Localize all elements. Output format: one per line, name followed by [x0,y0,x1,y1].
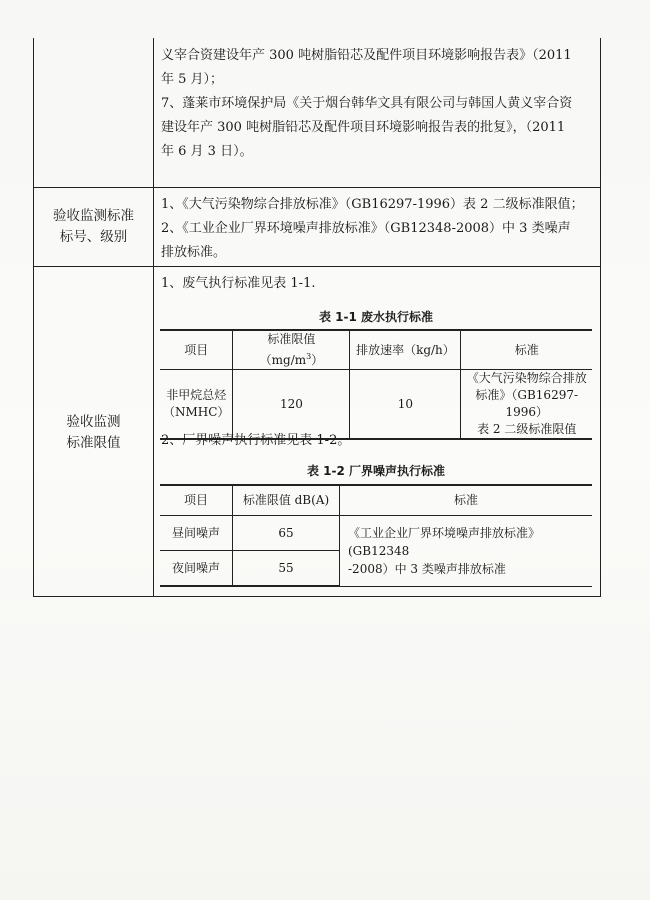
table-2-caption: 表 1-2 厂界噪声执行标准 [306,464,446,478]
text-line: 排放标准。 [161,245,227,260]
text-line: 2、《工业企业厂界环境噪声排放标准》（GB12348-2008）中 3 类噪声 [161,221,571,236]
text-line: 年 5 月）； [161,72,224,87]
standard-limit-label [34,412,153,454]
table-header: 标准 [461,330,592,370]
references-text [161,44,593,164]
text-line: 义宰合资建设年产 300 吨树脂铅芯及配件项目环境影响报告表》（2011 [161,48,572,63]
cell-line: 表 2 二级标准限值 [477,422,577,436]
table-1-caption: 表 1-1 废水执行标准 [318,310,434,324]
table-header: 排放速率（kg/h） [350,330,461,370]
cell-line: 标准》（GB16297-1996） [475,388,579,419]
form-table [33,38,601,597]
text-line: 7、蓬莱市环境保护局《关于烟台韩华文具有限公司与韩国人黄义宰合资 [161,96,573,111]
cell-line: 非甲烷总烃 [166,388,227,402]
table-header: 项目 [160,485,233,516]
column-divider [153,38,154,596]
cell-line: 《工业企业厂界环境噪声排放标准》(GB12348 [348,525,541,558]
table-2 [160,484,592,587]
table-cell: 120 [233,370,350,440]
row-divider-1 [34,187,600,188]
cell-line: 《大气污染物综合排放 [466,371,587,385]
table-header: 项目 [160,330,233,370]
label-line: 验收监测标准 [53,208,134,224]
label-line: 验收监测 [66,414,121,430]
table-1 [160,329,592,440]
cell-line: （NMHC） [163,405,230,419]
standard-code-label [34,206,153,248]
text-line: 建设年产 300 吨树脂铅芯及配件项目环境影响报告表的批复》，（2011 [161,120,566,135]
cell-line: -2008）中 3 类噪声排放标准 [348,561,506,576]
label-line: 标号、级别 [59,229,128,245]
table-header: 标准限值$(mg/m^3)$ [233,330,350,370]
table-cell: 夜间噪声 [160,551,233,587]
standard-code-text [161,193,593,265]
table-cell: 55 [233,551,340,587]
text-line: 1、《大气污染物综合排放标准》（GB16297-1996）表 2 二级标准限值； [161,197,584,212]
table-cell: 昼间噪声 [160,516,233,551]
table-cell: 65 [233,516,340,551]
table-header: 标准 [340,485,593,516]
table-header: 标准限值 dB(A) [233,485,340,516]
row-divider-2 [34,266,600,267]
table-cell [340,516,593,587]
table-cell: 10 [350,370,461,440]
intro-text-2: 2、厂界噪声执行标准见表 1-2。 [161,433,351,448]
intro-text-1: 1、废气执行标准见表 1-1. [161,276,316,291]
text-line: 年 6 月 3 日）。 [161,144,253,159]
label-line: 标准限值 [66,435,121,451]
